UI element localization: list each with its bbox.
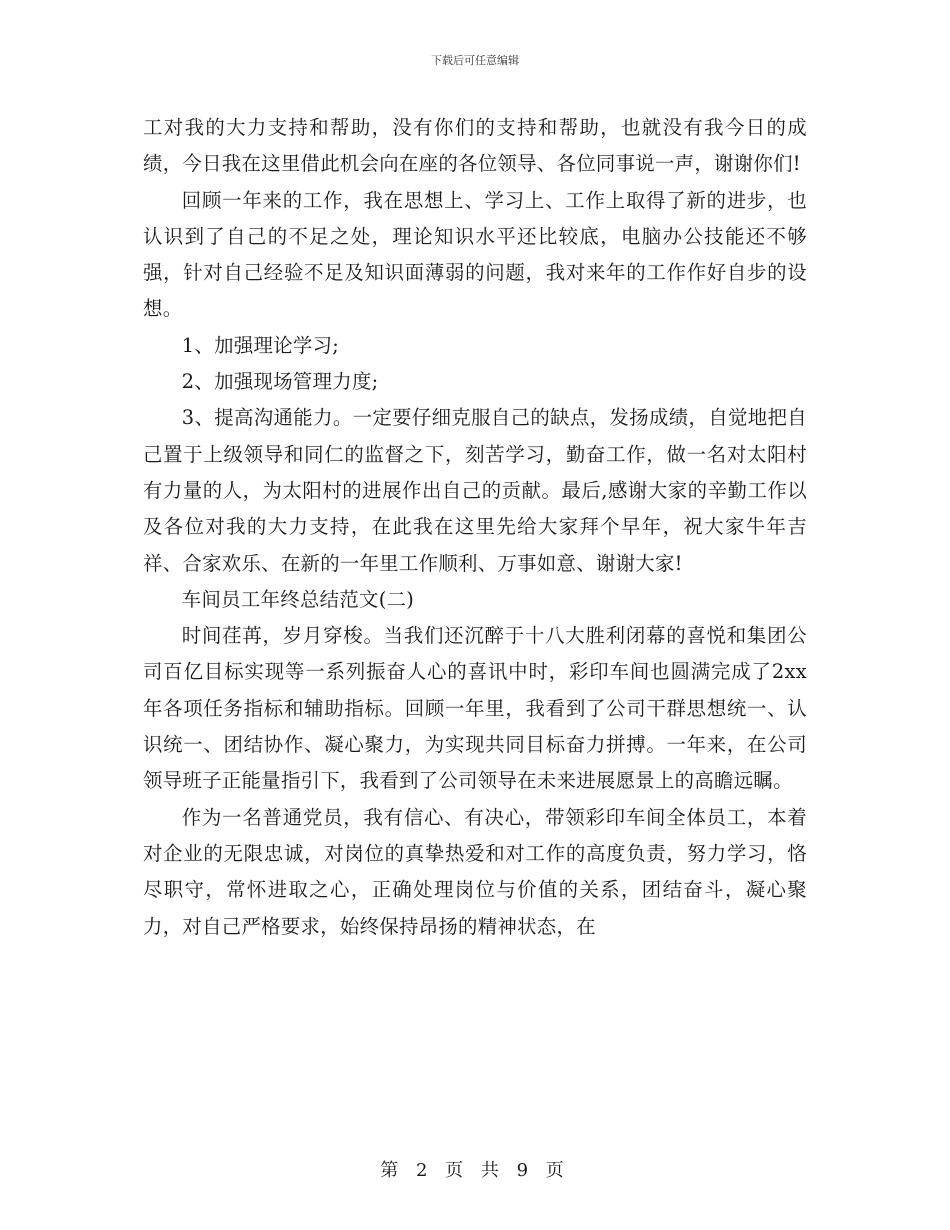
page-header: 下载后可任意编辑 [431, 54, 519, 67]
list-item: 3、提高沟通能力。一定要仔细克服自己的缺点，发扬成绩，自觉地把自己置于上级领导和同仁的监督之下，刻苦学习，勤奋工作，做一名对太阳村有力量的人，为太阳村的进展作出自己的贡献。最后,感谢大家的辛勤工作以及各位对我的大力支持，在此我在这里先给大家拜个早年，祝大家牛年吉祥、合家欢乐、在新的一年里工作顺利、万事如意、谢谢大家! [143, 406, 807, 575]
document-body [143, 110, 807, 945]
paragraph: 时间荏苒，岁月穿梭。当我们还沉醉于十八大胜利闭幕的喜悦和集团公司百亿目标实现等一系列振奋人心的喜讯中时，彩印车间也圆满完成了2xx年各项任务指标和辅助指标。回顾一年里，我看到了公司干群思想统一、认识统一、团结协作、凝心聚力，为实现共同目标奋力拼搏。一年来，在公司领导班子正能量指引下，我看到了公司领导在未来进展愿景上的高瞻远瞩。 [143, 624, 807, 793]
paragraph: 作为一名普通党员，我有信心、有决心，带领彩印车间全体员工，本着对企业的无限忠诚，对岗位的真挚热爱和对工作的高度负责，努力学习，恪尽职守，常怀进取之心，正确处理岗位与价值的关系，团结奋斗，凝心聚力，对自己严格要求，始终保持昂扬的精神状态，在 [143, 805, 807, 938]
section-title: 车间员工年终总结范文(二) [181, 587, 415, 611]
paragraph: 工对我的大力支持和帮助，没有你们的支持和帮助，也就没有我今日的成绩，今日我在这里借此机会向在座的各位领导、各位同事说一声，谢谢你们! [143, 116, 807, 176]
list-item: 1、加强理论学习; [181, 333, 340, 357]
paragraph: 回顾一年来的工作，我在思想上、学习上、工作上取得了新的进步，也认识到了自己的不足之处，理论知识水平还比较底，电脑办公技能还不够强，针对自己经验不足及知识面薄弱的问题，我对来年的工作作好自步的设想。 [143, 188, 807, 321]
list-item: 2、加强现场管理力度; [181, 370, 379, 394]
page-footer: 第 2 页 共 9 页 [380, 1160, 570, 1181]
